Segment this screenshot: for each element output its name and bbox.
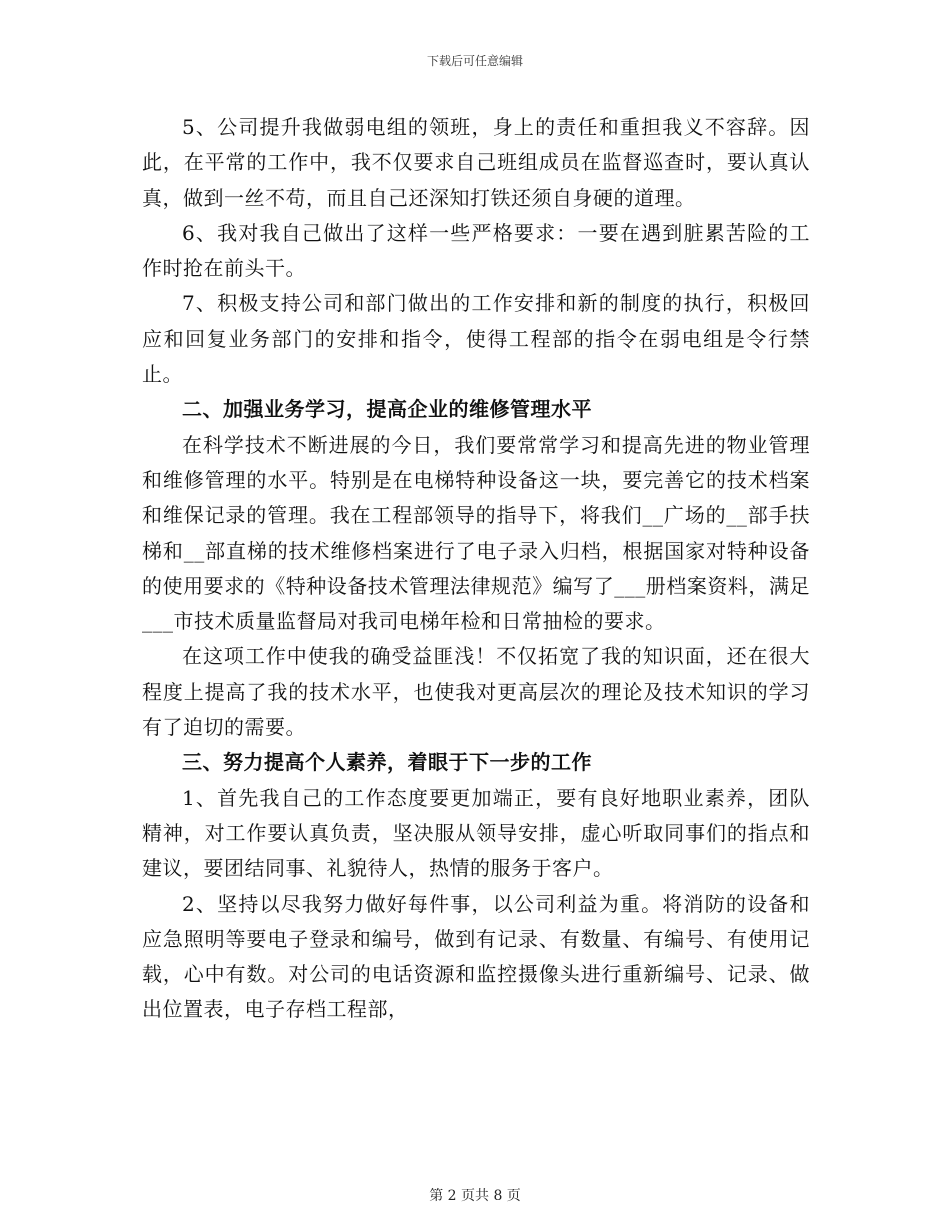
paragraph-item-5: 5、公司提升我做弱电组的领班，身上的责任和重担我义不容辞。因此，在平常的工作中，我不仅要求自己班组成员在监督巡查时，要认真认真，做到一丝不苟，而且自己还深知打铁还须自身硬的道理。: [142, 115, 810, 210]
section-heading-3: 三、努力提高个人素养，着眼于下一步的工作: [182, 750, 592, 775]
document-body: [142, 110, 810, 1028]
paragraph-item-7: 7、积极支持公司和部门做出的工作安排和新的制度的执行，积极回应和回复业务部门的安排和指令，使得工程部的指令在弱电组是令行禁止。: [142, 291, 810, 387]
paragraph-item-2: 2、坚持以尽我努力做好每件事，以公司利益为重。将消防的设备和应急照明等要电子登录和编号，做到有记录、有数量、有编号、有使用记载，心中有数。对公司的电话资源和监控摄像头进行重新编号、记录、做出位置表，电子存档工程部，: [142, 891, 810, 1022]
section-heading-2: 二、加强业务学习，提高企业的维修管理水平: [182, 397, 592, 422]
paragraph-elevator-archives: 在科学技术不断进展的今日，我们要常常学习和提高先进的物业管理和维修管理的水平。特别是在电梯特种设备这一块，要完善它的技术档案和维保记录的管理。我在工程部领导的指导下，将我们__广场的__部手扶梯和__部直梯的技术维修档案进行了电子录入归档，根据国家对特种设备的使用要求的《特种设备技术管理法律规范》编写了___册档案资料，满足___市技术质量监督局对我司电梯年检和日常抽检的要求。: [142, 432, 810, 634]
paragraph-item-1: 1、首先我自己的工作态度要更加端正，要有良好地职业素养，团队精神，对工作要认真负责，坚决服从领导安排，虚心听取同事们的指点和建议，要团结同事、礼貌待人，热情的服务于客户。: [142, 785, 810, 881]
page-footer: 第 2 页共 8 页: [429, 1188, 521, 1204]
paragraph-benefits: 在这项工作中使我的确受益匪浅！不仅拓宽了我的知识面，还在很大程度上提高了我的技术水平，也使我对更高层次的理论及技术知识的学习有了迫切的需要。: [142, 644, 810, 740]
paragraph-item-6: 6、我对我自己做出了这样一些严格要求：一要在遇到脏累苦险的工作时抢在前头干。: [142, 220, 810, 281]
page-header: 下载后可任意编辑: [426, 54, 523, 68]
